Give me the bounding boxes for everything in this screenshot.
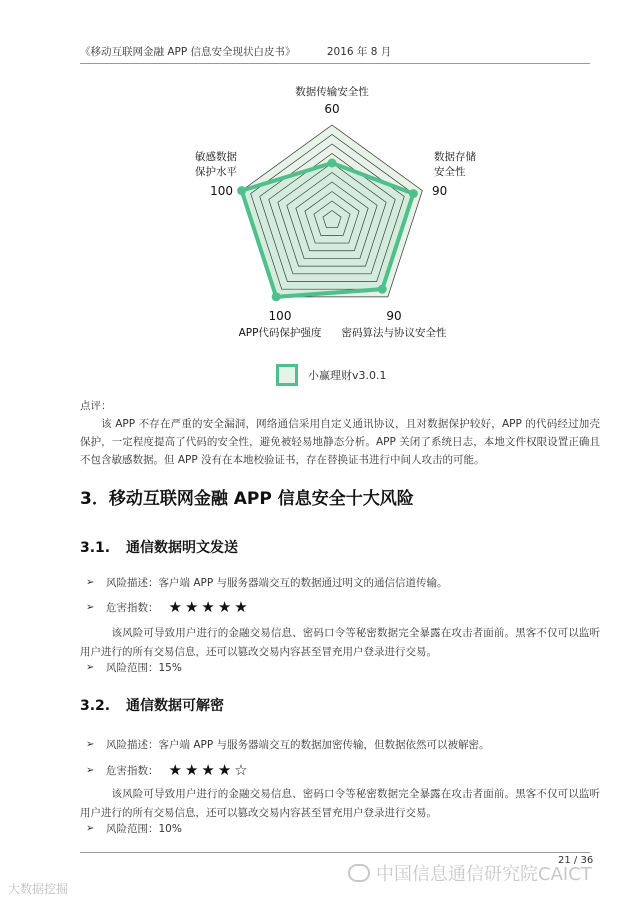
risk-scope-1 (86, 660, 182, 675)
radar-data-point (409, 189, 418, 198)
risk-scope-text: 风险范围：10% (106, 823, 182, 835)
risk-desc-2 (86, 737, 490, 752)
radar-axis-label: 数据存储 (434, 151, 476, 163)
page-number: 21 / 36 (558, 855, 594, 866)
watermark-text: 中国信息通信研究院CAICT (376, 864, 592, 885)
subsection-number: 3.2. (80, 698, 111, 714)
harm-index-2 (86, 761, 251, 779)
radar-axis-label: APP代码保护强度 (238, 327, 322, 339)
radar-axis-label: 数据传输安全性 (295, 86, 369, 98)
chart-legend (276, 362, 387, 388)
subsection-3-2-heading (80, 695, 224, 715)
watermark-caict (348, 860, 592, 886)
footer-divider (80, 852, 590, 853)
radar-value-label: 90 (386, 309, 402, 323)
radar-value-label: 60 (324, 102, 340, 116)
risk-desc-text: 风险描述：客户端 APP 与服务器端交互的数据通过明文的通信信道传输。 (106, 577, 448, 589)
watermark-bigdata: 大数据挖掘 (8, 882, 69, 896)
harm-label: 危害指数： (106, 601, 159, 614)
risk-scope-text: 风险范围：15% (106, 662, 182, 674)
subsection-title: 通信数据明文发送 (126, 540, 238, 556)
radar-data-point (272, 292, 281, 301)
arrow-bullet-icon: ➢ (86, 764, 95, 776)
comment-block (80, 397, 600, 469)
radar-axis-label: 敏感数据 (195, 151, 237, 163)
subsection-3-1-heading (80, 537, 238, 557)
radar-data-point (328, 159, 337, 168)
radar-data-point (237, 186, 246, 195)
harm-index-1 (86, 598, 251, 616)
radar-chart (0, 0, 640, 360)
legend-swatch (276, 364, 298, 386)
risk-desc-1 (86, 575, 448, 590)
arrow-bullet-icon: ➢ (86, 739, 95, 750)
radar-data-point (378, 285, 387, 294)
risk-detail-1: 该风险可导致用户进行的金融交易信息、密码口令等秘密数据完全暴露在攻击者面前。黑客不仅可以监听用户进行的所有交易信息，还可以篡改交易内容甚至冒充用户登录进行交易。 (80, 627, 600, 658)
harm-label: 危害指数： (106, 764, 159, 777)
harm-stars-icon: ★★★★★ (168, 598, 251, 616)
subsection-title: 通信数据可解密 (126, 698, 224, 714)
legend-label: 小赢理财v3.0.1 (308, 369, 387, 382)
comment-text: 该 APP 不存在严重的安全漏洞，网络通信采用自定义通讯协议，且对数据保护较好，APP 的代码经过加壳保护，一定程度提高了代码的安全性，避免被轻易地静态分析。APP 关闭了系统日志，本地文件权限设置正确且不包含敏感数据。但 APP 没有在本地校验证书，存在替换证书进行中间人攻击的可能。 (80, 418, 600, 466)
radar-value-label: 90 (432, 184, 448, 198)
radar-value-label: 100 (210, 184, 233, 198)
header-title: 《移动互联网金融 APP 信息安全现状白皮书》 (80, 46, 296, 58)
header-date: 2016 年 8 月 (326, 46, 392, 58)
risk-desc-text: 风险描述：客户端 APP 与服务器端交互的数据加密传输，但数据依然可以被解密。 (106, 739, 490, 751)
radar-value-label: 100 (268, 309, 292, 323)
section-title: 3．移动互联网金融 APP 信息安全十大风险 (80, 489, 414, 509)
radar-axis-label: 安全性 (434, 166, 466, 178)
arrow-bullet-icon: ➢ (86, 823, 95, 834)
wechat-icon (348, 864, 370, 882)
radar-axis-label: 密码算法与协议安全性 (341, 327, 447, 339)
arrow-bullet-icon: ➢ (86, 577, 95, 588)
subsection-number: 3.1. (80, 540, 111, 556)
comment-label: 点评： (80, 400, 112, 412)
radar-series-line (242, 163, 414, 297)
arrow-bullet-icon: ➢ (86, 662, 95, 673)
harm-stars-icon: ★★★★☆ (168, 761, 251, 779)
risk-scope-2 (86, 821, 182, 836)
arrow-bullet-icon: ➢ (86, 601, 95, 613)
radar-axis-label: 保护水平 (195, 166, 237, 178)
risk-detail-2: 该风险可导致用户进行的金融交易信息、密码口令等秘密数据完全暴露在攻击者面前。黑客不仅可以监听用户进行的所有交易信息，还可以篡改交易内容甚至冒充用户登录进行交易。 (80, 788, 600, 819)
